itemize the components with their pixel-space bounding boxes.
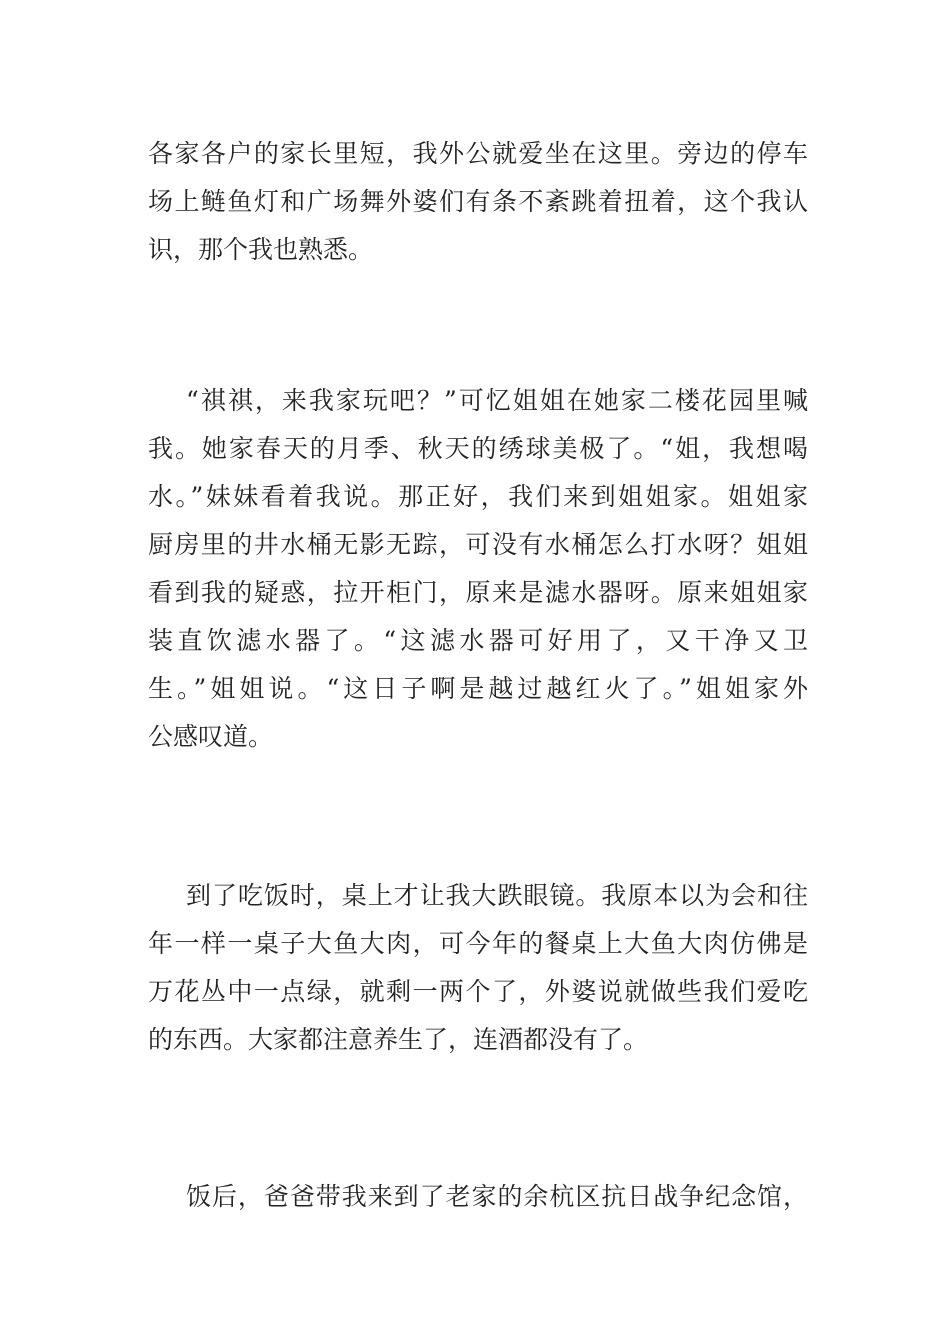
paragraph-2-line-3: 水。”妹妹看着我说。那正好，我们来到姐姐家。姐姐家 [148, 482, 808, 511]
paragraph-2-line-7: 生。”姐姐说。“这日子啊是越过越红火了。”姐姐家外 [148, 674, 808, 703]
paragraph-2-line-2: 我。她家春天的月季、秋天的绣球美极了。“姐，我想喝 [148, 434, 808, 463]
paragraph-3-line-2: 年一样一桌子大鱼大肉，可今年的餐桌上大鱼大肉仿佛是 [148, 929, 808, 958]
paragraph-1-line-2: 场上鲢鱼灯和广场舞外婆们有条不紊跳着扭着，这个我认 [148, 187, 808, 216]
paragraph-1-line-3: 识，那个我也熟悉。 [148, 235, 374, 264]
paragraph-4-line-1: 饭后，爸爸带我来到了老家的余杭区抗日战争纪念馆， [186, 1182, 808, 1211]
paragraph-2-line-6: 装直饮滤水器了。“这滤水器可好用了，又干净又卫 [148, 626, 808, 655]
paragraph-2-line-4: 厨房里的井水桶无影无踪，可没有水桶怎么打水呀？姐姐 [148, 530, 808, 559]
paragraph-3-line-3: 万花丛中一点绿，就剩一两个了，外婆说就做些我们爱吃 [148, 977, 808, 1006]
paragraph-3-line-1: 到了吃饭时，桌上才让我大跌眼镜。我原本以为会和往 [186, 881, 808, 910]
paragraph-2-line-8: 公感叹道。 [148, 722, 274, 751]
paragraph-2-line-1: “祺祺，来我家玩吧？”可忆姐姐在她家二楼花园里喊 [186, 386, 808, 415]
paragraph-2-line-5: 看到我的疑惑，拉开柜门，原来是滤水器呀。原来姐姐家 [148, 578, 808, 607]
paragraph-1-line-1: 各家各户的家长里短，我外公就爱坐在这里。旁边的停车 [148, 139, 808, 168]
paragraph-3-line-4: 的东西。大家都注意养生了，连酒都没有了。 [148, 1025, 649, 1054]
